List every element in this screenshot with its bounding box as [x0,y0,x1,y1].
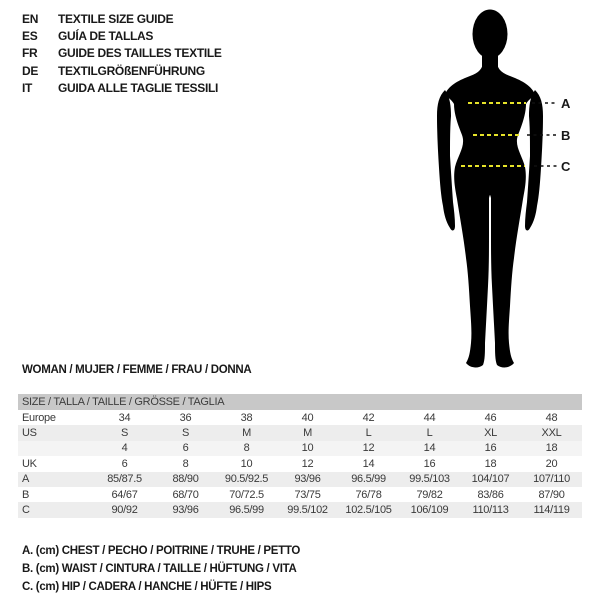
row-label: US [18,425,94,440]
size-cell: 96.5/99 [338,472,399,487]
size-cell: XL [460,425,521,440]
language-title-block [22,11,222,97]
size-cell: 48 [545,411,558,424]
language-row [22,45,222,62]
silhouette-torso-legs [445,62,535,367]
size-cell: 68/70 [172,488,199,501]
size-cell: 93/96 [277,472,338,487]
legend-item: B. (cm) WAIST / CINTURA / TAILLE / HÜFTUNG / VITA [22,562,297,575]
language-row [22,80,222,97]
row-label: Europe [22,411,56,424]
size-cell: 12 [301,457,314,470]
table-row-numeric [18,441,582,456]
size-cell: 8 [182,457,189,470]
language-code: FR [22,46,38,61]
size-cell: 79/82 [416,488,443,501]
table-row-uk [18,456,582,471]
language-label: TEXTILE SIZE GUIDE [58,12,174,26]
language-label: GUIDE DES TAILLES TEXTILE [58,46,222,61]
size-cell: 34 [118,411,131,424]
size-cell: 42 [362,411,375,424]
marker-b-label: B [561,128,571,143]
row-label: UK [22,457,37,470]
size-cell: 96.5/99 [216,502,277,517]
size-cell: 20 [545,457,558,470]
size-cell: 90/92 [94,502,155,517]
table-row-europe [18,410,582,425]
row-label: A [18,472,94,487]
size-cell: 88/90 [155,472,216,487]
size-table [18,394,582,518]
size-cell: 107/110 [521,472,582,487]
size-cell: 10 [277,441,338,456]
language-label: TEXTILGRÖßENFÜHRUNG [58,63,205,78]
silhouette-arm-right [525,90,543,230]
size-cell: 36 [179,411,192,424]
language-row [22,28,222,45]
row-label: B [22,488,30,501]
size-cell: 14 [399,441,460,456]
size-cell: 70/72.5 [229,488,264,501]
size-cell: 73/75 [294,488,321,501]
size-cell: 83/86 [477,488,504,501]
size-cell: 85/87.5 [94,472,155,487]
size-cell: L [338,425,399,440]
language-code: IT [22,80,33,95]
row-label [18,441,94,456]
size-table-header-row [18,394,582,410]
size-cell: 18 [484,457,497,470]
size-cell: 114/119 [521,502,582,517]
size-cell: M [216,425,277,440]
size-cell: 76/78 [355,488,382,501]
size-cell: 106/109 [399,502,460,517]
table-row-us [18,425,582,440]
marker-c-label: C [561,159,571,174]
table-row-waist [18,487,582,502]
row-label: C [18,502,94,517]
legend-item: C. (cm) HIP / CADERA / HANCHE / HÜFTE / HIPS [22,580,272,593]
size-cell: S [155,425,216,440]
size-cell: 99.5/103 [399,472,460,487]
size-cell: L [399,425,460,440]
size-cell: 6 [155,441,216,456]
language-row [22,11,222,28]
size-cell: 8 [216,441,277,456]
language-code: ES [22,29,38,44]
size-cell: 93/96 [155,502,216,517]
size-cell: 6 [121,457,128,470]
size-cell: 64/67 [111,488,138,501]
woman-silhouette-figure [408,6,572,372]
size-table-header: SIZE / TALLA / TAILLE / GRÖSSE / TAGLIA [18,394,582,410]
language-label: GUÍA DE TALLAS [58,29,154,44]
silhouette-arm-left [437,90,455,230]
size-cell: 38 [240,411,253,424]
table-row-chest [18,472,582,487]
legend-item: A. (cm) CHEST / PECHO / POITRINE / TRUHE / PETTO [22,545,301,557]
category-title: WOMAN / MUJER / FEMME / FRAU / DONNA [22,364,252,376]
size-cell: 40 [301,411,314,424]
size-cell: 18 [521,441,582,456]
size-cell: 44 [423,411,436,424]
language-code: DE [22,63,39,78]
size-cell: 99.5/102 [277,502,338,517]
language-label: GUIDA ALLE TAGLIE TESSILI [58,80,219,95]
size-cell: 46 [484,411,497,424]
size-cell: 16 [460,441,521,456]
size-cell: 16 [423,457,436,470]
table-row-hip [18,502,582,517]
size-cell: 14 [362,457,375,470]
size-cell: S [94,425,155,440]
size-cell: 12 [338,441,399,456]
size-cell: 104/107 [460,472,521,487]
language-code: EN [22,12,39,26]
language-row [22,63,222,80]
size-cell: 110/113 [460,502,521,517]
measurement-legend [22,543,300,596]
size-cell: 102.5/105 [338,502,399,517]
marker-a-label: A [561,96,571,111]
size-cell: 4 [94,441,155,456]
size-cell: M [277,425,338,440]
size-cell: XXL [521,425,582,440]
size-cell: 90.5/92.5 [216,472,277,487]
size-cell: 87/90 [538,488,565,501]
size-cell: 10 [240,457,253,470]
